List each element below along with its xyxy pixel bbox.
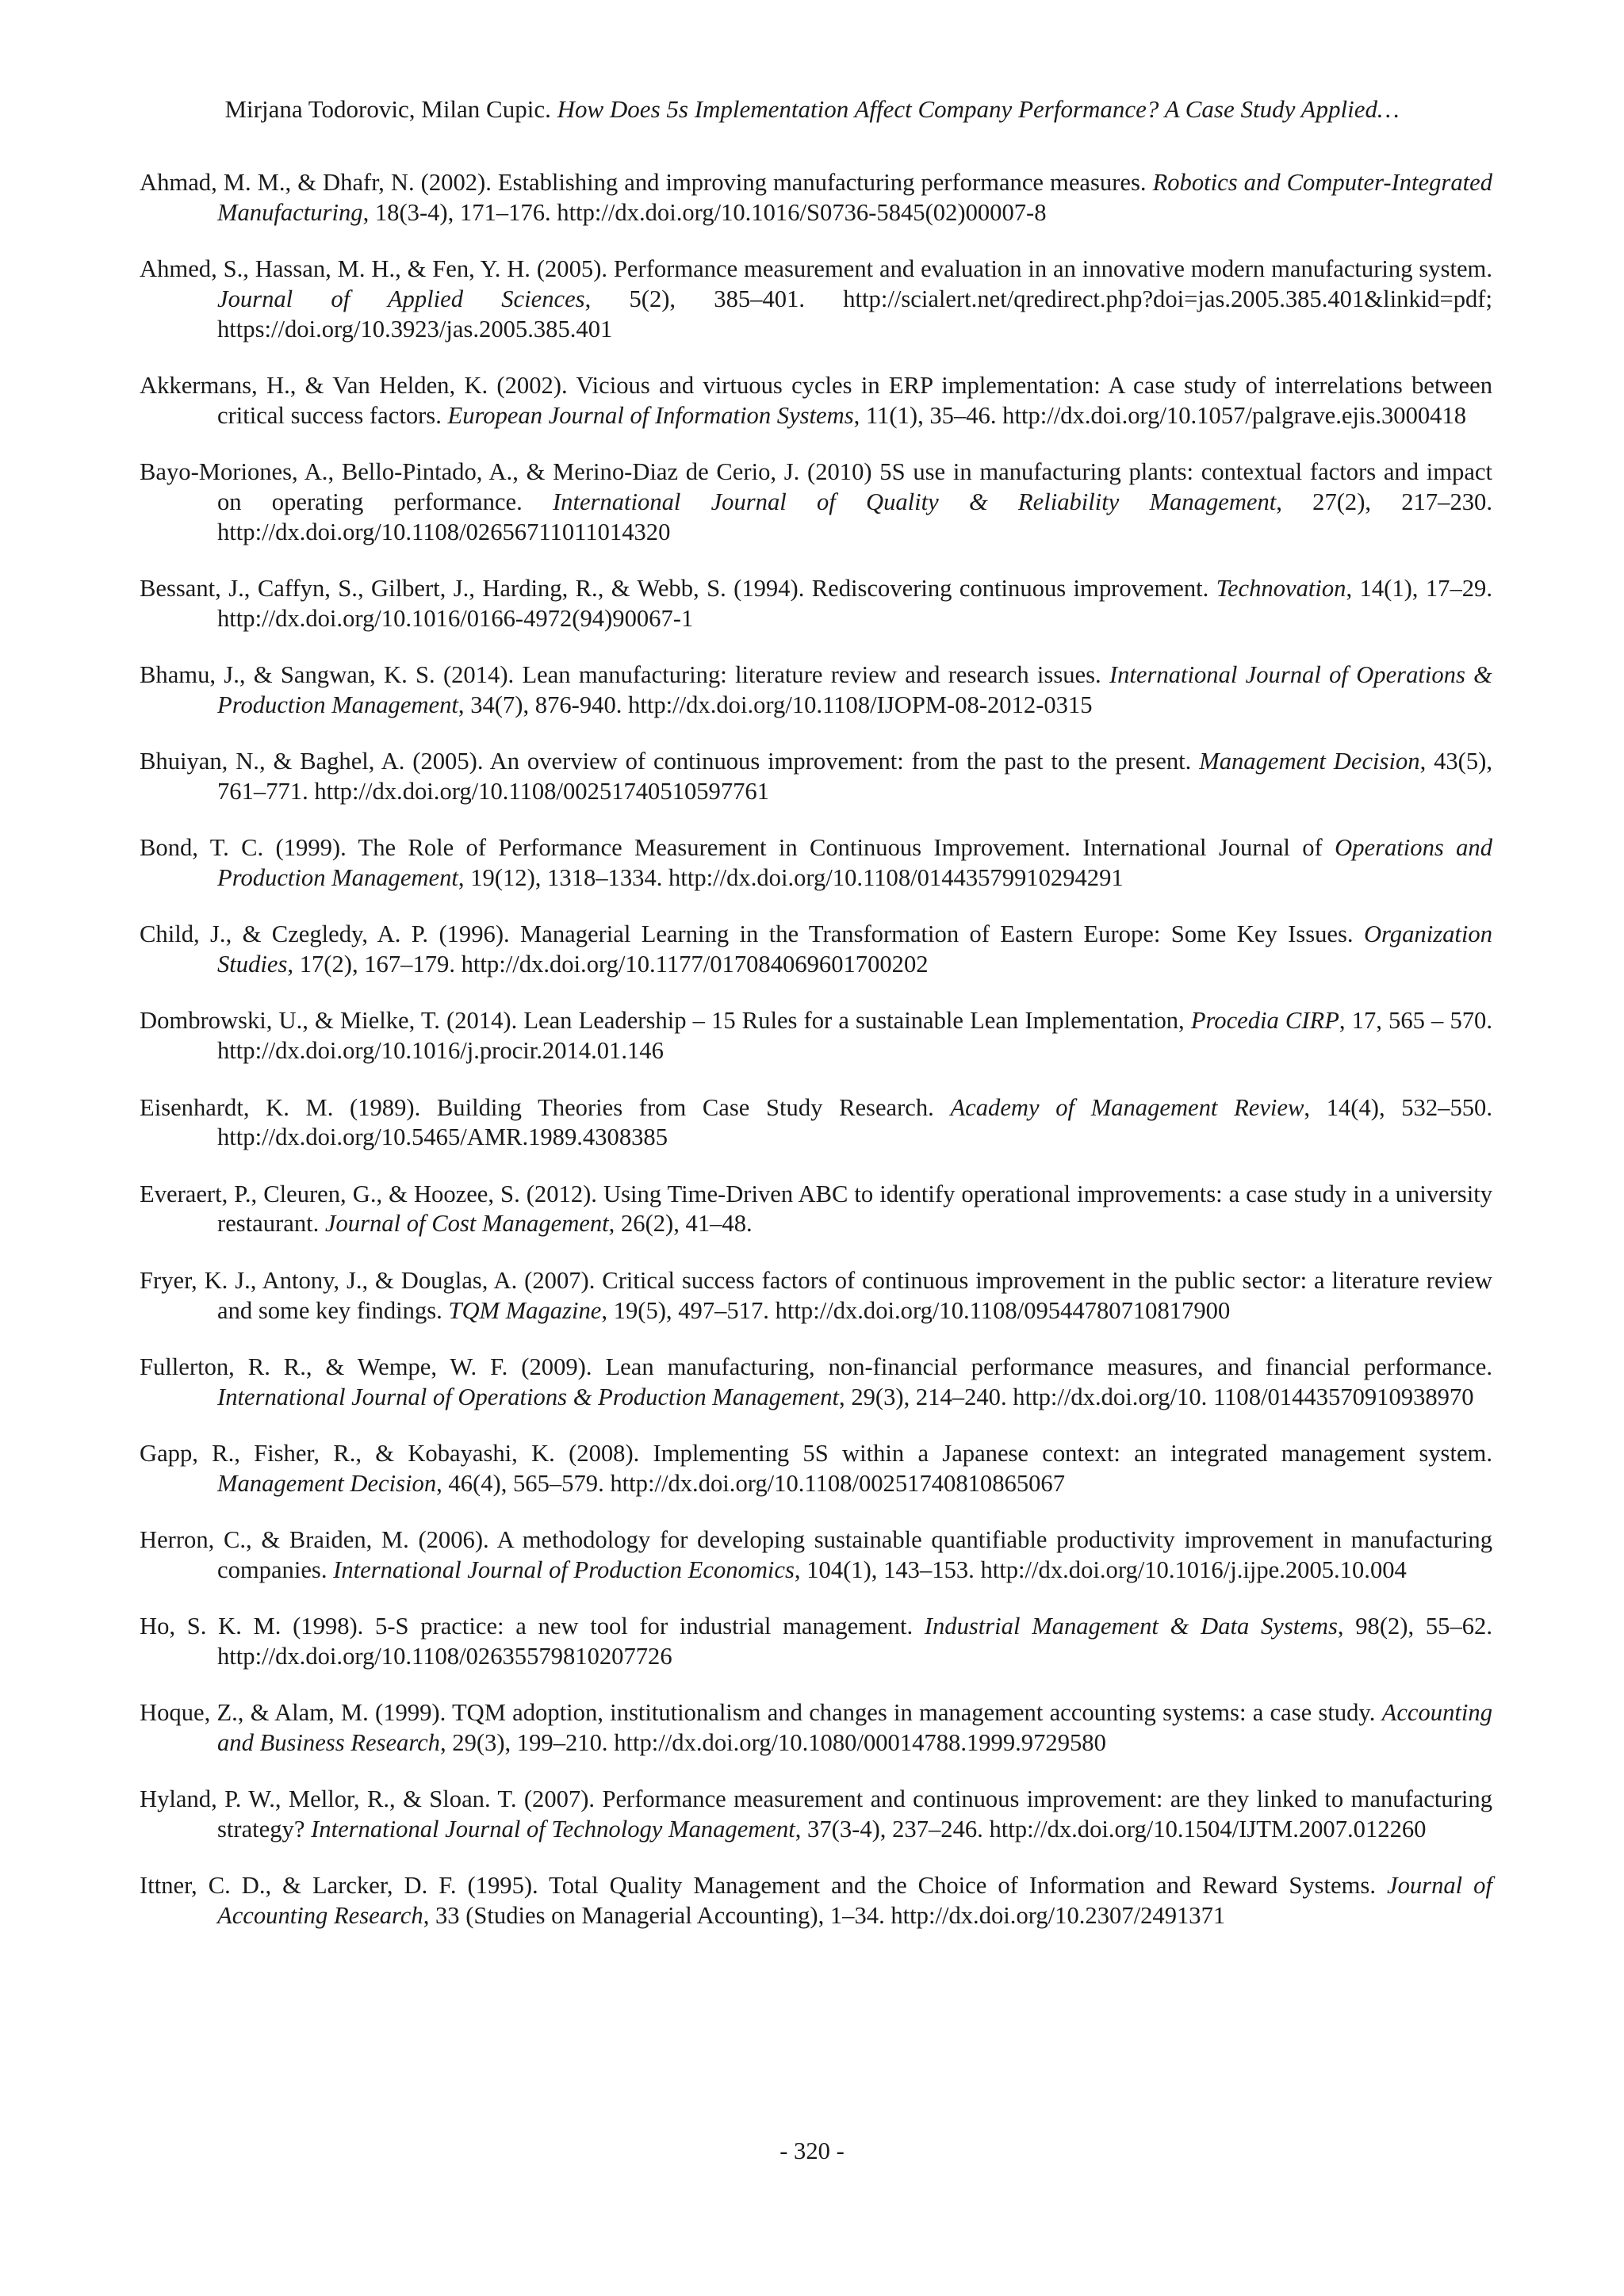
- reference-text: Everaert, P., Cleuren, G., & Hoozee, S. (2012). Using Time-Driven ABC to identify operational improvements: a case study in a university restaurant.: [140, 1180, 1492, 1238]
- reference-text: , 19(12), 1318–1334. http://dx.doi.org/10.1108/01443579910294291: [458, 864, 1124, 892]
- reference-text: Akkermans, H., & Van Helden, K. (2002). Vicious and virtuous cycles in ERP implementation: A case study of interrelations between critical success factors.: [140, 371, 1492, 429]
- reference-entry: [140, 920, 1492, 980]
- reference-source: European Journal of Information Systems: [447, 401, 854, 429]
- reference-source: Journal of Accounting Research: [217, 1872, 1492, 1930]
- reference-entry: [140, 747, 1492, 807]
- reference-entry: [140, 1093, 1492, 1154]
- reference-source: Industrial Management & Data Systems: [924, 1613, 1338, 1640]
- reference-text: Ittner, C. D., & Larcker, D. F. (1995). Total Quality Management and the Choice of Information and Reward Systems.: [140, 1872, 1387, 1900]
- reference-source: Procedia CIRP: [1190, 1007, 1339, 1035]
- reference-text: , 5(2), 385–401. http://scialert.net/qredirect.php?doi=jas.2005.385.401&linkid=pdf; https://doi.org/10.3923/jas.2005.385.401: [217, 285, 1492, 342]
- reference-text: Child, J., & Czegledy, A. P. (1996). Managerial Learning in the Transformation of Eastern Europe: Some Key Issues.: [140, 920, 1364, 948]
- reference-text: , 34(7), 876-940. http://dx.doi.org/10.1108/IJOPM-08-2012-0315: [458, 691, 1093, 718]
- reference-text: Herron, C., & Braiden, M. (2006). A methodology for developing sustainable quantifiable productivity improvement in manufacturing companies.: [140, 1526, 1492, 1583]
- reference-text: Dombrowski, U., & Mielke, T. (2014). Lean Leadership – 15 Rules for a sustainable Lean Implementation,: [140, 1007, 1191, 1035]
- reference-text: Ahmed, S., Hassan, M. H., & Fen, Y. H. (2005). Performance measurement and evaluation in an innovative modern manufacturing system.: [140, 255, 1492, 283]
- reference-text: Bond, T. C. (1999). The Role of Performance Measurement in Continuous Improvement. International Journal of: [140, 834, 1335, 862]
- reference-source: Organization Studies: [217, 920, 1492, 978]
- header-authors: Mirjana Todorovic, Milan Cupic.: [224, 95, 551, 123]
- reference-source: International Journal of Quality & Reliability Management: [552, 488, 1277, 515]
- reference-text: , 17(2), 167–179. http://dx.doi.org/10.1177/017084069601700202: [287, 951, 929, 978]
- reference-text: , 14(4), 532–550. http://dx.doi.org/10.5465/AMR.1989.4308385: [217, 1093, 1492, 1151]
- reference-entry: [140, 1180, 1492, 1240]
- reference-entry: [140, 1353, 1492, 1413]
- reference-source: International Journal of Operations & Production Management: [217, 661, 1492, 718]
- page-number: - 320 -: [779, 2137, 845, 2164]
- reference-text: Gapp, R., Fisher, R., & Kobayashi, K. (2008). Implementing 5S within a Japanese context: an integrated management system.: [140, 1439, 1492, 1467]
- reference-text: , 33 (Studies on Managerial Accounting), 1–34. http://dx.doi.org/10.2307/2491371: [423, 1902, 1226, 1930]
- reference-source: Journal of Cost Management: [324, 1210, 609, 1238]
- reference-source: Technovation: [1216, 574, 1346, 602]
- reference-text: , 43(5), 761–771. http://dx.doi.org/10.1108/00251740510597761: [217, 748, 1493, 805]
- reference-text: Ho, S. K. M. (1998). 5-S practice: a new tool for industrial management.: [140, 1613, 925, 1640]
- reference-text: Bayo-Moriones, A., Bello-Pintado, A., & Merino-Diaz de Cerio, J. (2010) 5S use in manufacturing plants: contextual factors and impact on operating performance.: [140, 458, 1492, 515]
- reference-entry: [140, 371, 1492, 431]
- reference-entry: [140, 1871, 1492, 1931]
- reference-text: Bhamu, J., & Sangwan, K. S. (2014). Lean manufacturing: literature review and research issues.: [140, 661, 1109, 689]
- reference-source: International Journal of Operations & Production Management: [217, 1383, 840, 1410]
- reference-text: Hyland, P. W., Mellor, R., & Sloan. T. (2007). Performance measurement and continuous improvement: are they linked to manufacturing strategy?: [140, 1785, 1492, 1843]
- reference-entry: [140, 574, 1492, 634]
- reference-entry: [140, 833, 1492, 894]
- reference-entry: [140, 1698, 1492, 1758]
- reference-text: , 14(1), 17–29. http://dx.doi.org/10.1016/0166-4972(94)90067-1: [217, 574, 1492, 632]
- reference-text: , 11(1), 35–46. http://dx.doi.org/10.1057/palgrave.ejis.3000418: [853, 401, 1467, 429]
- reference-text: , 17, 565 – 570. http://dx.doi.org/10.1016/j.procir.2014.01.146: [217, 1007, 1492, 1065]
- reference-source: International Journal of Production Economics: [333, 1556, 795, 1583]
- reference-source: TQM Magazine: [448, 1296, 602, 1324]
- reference-text: , 104(1), 143–153. http://dx.doi.org/10.1016/j.ijpe.2005.10.004: [794, 1556, 1407, 1583]
- reference-text: , 37(3-4), 237–246. http://dx.doi.org/10.1504/IJTM.2007.012260: [795, 1816, 1427, 1843]
- reference-text: , 98(2), 55–62. http://dx.doi.org/10.1108/02635579810207726: [217, 1613, 1492, 1670]
- reference-entry: [140, 254, 1492, 344]
- reference-source: Management Decision: [1199, 748, 1420, 775]
- reference-entry: [140, 1525, 1492, 1586]
- reference-text: Ahmad, M. M., & Dhafr, N. (2002). Establishing and improving manufacturing performance measures.: [140, 169, 1153, 196]
- reference-source: Operations and Production Management: [217, 834, 1492, 892]
- header-title: How Does 5s Implementation Affect Company Performance? A Case Study Applied…: [557, 95, 1400, 123]
- reference-source: Academy of Management Review: [950, 1093, 1304, 1121]
- reference-entry: [140, 457, 1492, 547]
- reference-text: , 46(4), 565–579. http://dx.doi.org/10.1108/00251740810865067: [436, 1469, 1066, 1497]
- reference-source: Management Decision: [217, 1469, 437, 1497]
- reference-source: Journal of Applied Sciences: [217, 285, 585, 312]
- reference-text: , 18(3-4), 171–176. http://dx.doi.org/10.1016/S0736-5845(02)00007-8: [362, 198, 1047, 226]
- reference-text: Fryer, K. J., Antony, J., & Douglas, A. (2007). Critical success factors of continuous improvement in the public sector: a literature review and some key findings.: [140, 1266, 1492, 1324]
- running-header: [0, 94, 1624, 125]
- reference-entry: [140, 1439, 1492, 1499]
- reference-entry: [140, 168, 1492, 228]
- reference-source: Robotics and Computer-Integrated Manufacturing: [217, 169, 1493, 226]
- reference-entry: [140, 1612, 1492, 1672]
- reference-entry: [140, 1266, 1492, 1326]
- reference-text: , 26(2), 41–48.: [608, 1210, 753, 1238]
- reference-list: [140, 168, 1492, 1957]
- reference-text: Eisenhardt, K. M. (1989). Building Theories from Case Study Research.: [140, 1093, 951, 1121]
- reference-text: , 19(5), 497–517. http://dx.doi.org/10.1108/09544780710817900: [601, 1296, 1231, 1324]
- reference-entry: [140, 1006, 1492, 1066]
- reference-text: Bhuiyan, N., & Baghel, A. (2005). An overview of continuous improvement: from the past to the present.: [140, 748, 1200, 775]
- reference-text: , 29(3), 199–210. http://dx.doi.org/10.1080/00014788.1999.9729580: [439, 1728, 1106, 1756]
- reference-text: Hoque, Z., & Alam, M. (1999). TQM adoption, institutionalism and changes in management accounting systems: a case study.: [140, 1699, 1382, 1727]
- reference-text: , 27(2), 217–230. http://dx.doi.org/10.1108/02656711011014320: [217, 488, 1492, 545]
- reference-source: Accounting and Business Research: [217, 1699, 1492, 1756]
- reference-entry: [140, 1785, 1492, 1845]
- reference-entry: [140, 660, 1492, 721]
- reference-text: Bessant, J., Caffyn, S., Gilbert, J., Harding, R., & Webb, S. (1994). Rediscovering continuous improvement.: [140, 574, 1216, 602]
- reference-source: International Journal of Technology Management: [311, 1816, 795, 1843]
- reference-text: Fullerton, R. R., & Wempe, W. F. (2009). Lean manufacturing, non-financial performance measures, and financial performance.: [140, 1353, 1492, 1380]
- reference-text: , 29(3), 214–240. http://dx.doi.org/10. 1108/01443570910938970: [839, 1383, 1474, 1410]
